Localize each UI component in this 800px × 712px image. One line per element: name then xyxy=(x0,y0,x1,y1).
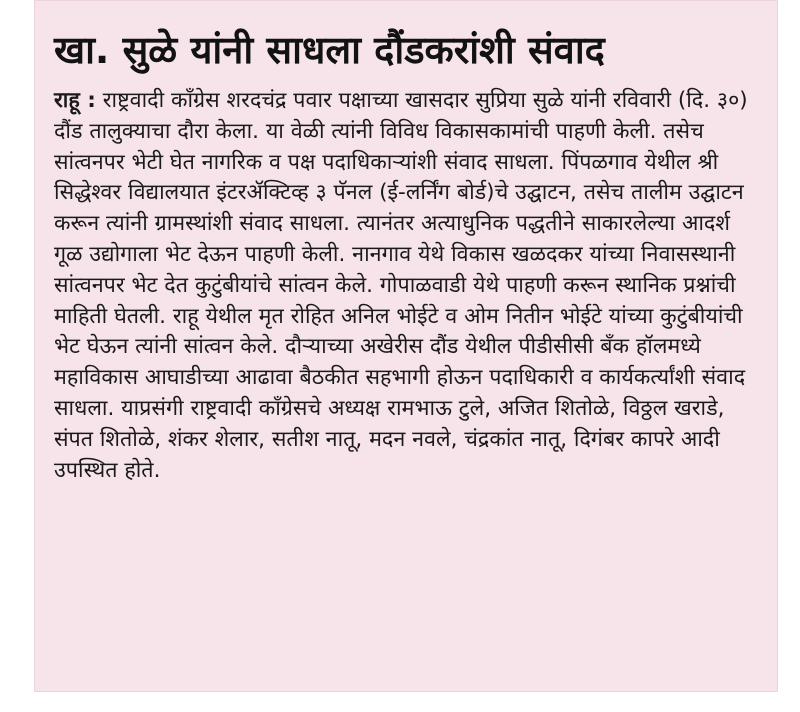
article-body xyxy=(54,86,764,486)
article-body-text: राष्ट्रवादी काँग्रेस शरदचंद्र पवार पक्षाच्या खासदार सुप्रिया सुळे यांनी रविवारी (दि. ३०) दौंड तालुक्याचा दौरा केला. या वेळी त्यांनी विविध विकासकामांची पाहणी केली. तसेच सांत्वनपर भेटी घेत नागरिक व पक्ष पदाधिकाऱ्यांशी संवाद साधला. पिंपळगाव येथील श्री सिद्धेश्वर विद्यालयात इंटरॲक्टिव्ह ३ पॅनल (ई-लर्निंग बोर्ड)चे उद्घाटन, तसेच तालीम उद्घाटन करून त्यांनी ग्रामस्थांशी संवाद साधला. त्यानंतर अत्याधुनिक पद्धतीने साकारलेल्या आदर्श गूळ उद्योगाला भेट देऊन पाहणी केली. नानगाव येथे विकास खळदकर यांच्या निवासस्थानी सांत्वनपर भेट देत कुटुंबीयांचे सांत्वन केले. गोपाळवाडी येथे पाहणी करून स्थानिक प्रश्नांची माहिती घेतली. राहू येथील मृत रोहित अनिल भोईटे व ओम नितीन भोईटे यांच्या कुटुंबीयांची भेट घेऊन त्यांनी सांत्वन केले. दौऱ्याच्या अखेरीस दौंड येथील पीडीसीसी बँक हॉलमध्ये महाविकास आघाडीच्या आढावा बैठकीत सहभागी होऊन पदाधिकारी व कार्यकर्त्यांशी संवाद साधला. याप्रसंगी राष्ट्रवादी काँग्रेसचे अध्यक्ष रामभाऊ टुले, अजित शितोळे, विठ्ठल खराडे, संपत शितोळे, शंकर शेलार, सतीश नातू, मदन नवले, चंद्रकांत नातू, दिगंबर कापरे आदी उपस्थित होते. xyxy=(54,88,748,483)
cropped-previous-line xyxy=(74,0,794,6)
bottom-margin xyxy=(0,692,800,712)
article-headline: खा. सुळे यांनी साधला दौंडकरांशी संवाद xyxy=(54,28,605,72)
article-dateline: राहू : xyxy=(54,88,96,113)
